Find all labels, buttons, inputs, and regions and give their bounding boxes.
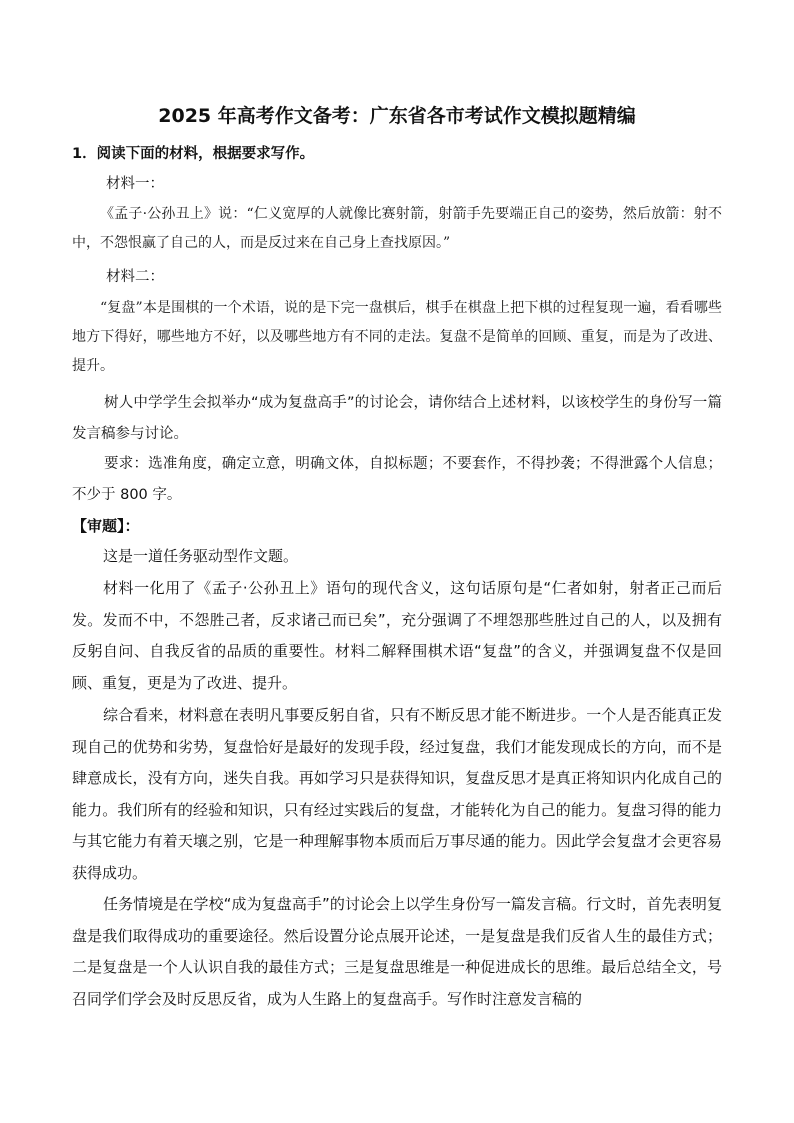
analysis-heading: 【审题】： [72,517,140,535]
task-paragraph: 树人中学学生会拟举办“成为复盘高手”的讨论会，请你结合上述材料，以该校学生的身份写一篇发言稿参与讨论。 [72,395,722,442]
analysis-paragraph-1: 这是一道任务驱动型作文题。 [103,547,299,565]
analysis-paragraph-2: 材料一化用了《孟子·公孙丑上》语句的现代含义，这句话原句是“仁者如射，射者正己而后发。发而不中，不怨胜己者，反求诸己而已矣”，充分强调了不埋怨那些胜过自己的人，以及拥有反躬自问、自我反省的品质的重要性。材料二解释围棋术语“复盘”的含义，并强调复盘不仅是回顾、重复，更是为了改进、提升。 [72,579,722,692]
requirement-paragraph: 要求：选准角度，确定立意，明确文体，自拟标题；不要套作，不得抄袭；不得泄露个人信息；不少于 800 字。 [72,456,722,503]
document-title: 2025 年高考作文备考：广东省各市考试作文模拟题精编 [158,105,636,127]
material-1-text: 《孟子·公孙丑上》说：“仁义宽厚的人就像比赛射箭，射箭手先要端正自己的姿势，然后放箭：射不中，不怨恨赢了自己的人，而是反过来在自己身上查找原因。” [72,206,722,251]
question-heading: 1．阅读下面的材料，根据要求写作。 [72,146,315,162]
material-2-text: “复盘”本是围棋的一个术语，说的是下完一盘棋后，棋手在棋盘上把下棋的过程复现一遍，看看哪些地方下得好，哪些地方不好，以及哪些地方有不同的走法。复盘不是简单的回顾、重复，而是为了改进、提升。 [72,300,722,374]
analysis-paragraph-3: 综合看来，材料意在表明凡事要反躬自省，只有不断反思才能不断进步。一个人是否能真正发现自己的优势和劣势，复盘恰好是最好的发现手段，经过复盘，我们才能发现成长的方向，而不是肆意成长，没有方向，迷失自我。再如学习只是获得知识，复盘反思才是真正将知识内化成自己的能力。我们所有的经验和知识，只有经过实践后的复盘，才能转化为自己的能力。复盘习得的能力与其它能力有着天壤之别，它是一种理解事物本质而后万事尽通的能力。因此学会复盘才会更容易获得成功。 [72,706,722,882]
material-1-label: 材料一： [106,176,164,192]
analysis-paragraph-4: 任务情境是在学校“成为复盘高手”的讨论会上以学生身份写一篇发言稿。行文时，首先表明复盘是我们取得成功的重要途径。然后设置分论点展开论述，一是复盘是我们反省人生的最佳方式；二是复盘是一个人认识自我的最佳方式；三是复盘思维是一种促进成长的思维。最后总结全文，号召同学们学会及时反思反省，成为人生路上的复盘高手。写作时注意发言稿的 [72,895,722,1008]
material-2-label: 材料二： [106,269,164,285]
